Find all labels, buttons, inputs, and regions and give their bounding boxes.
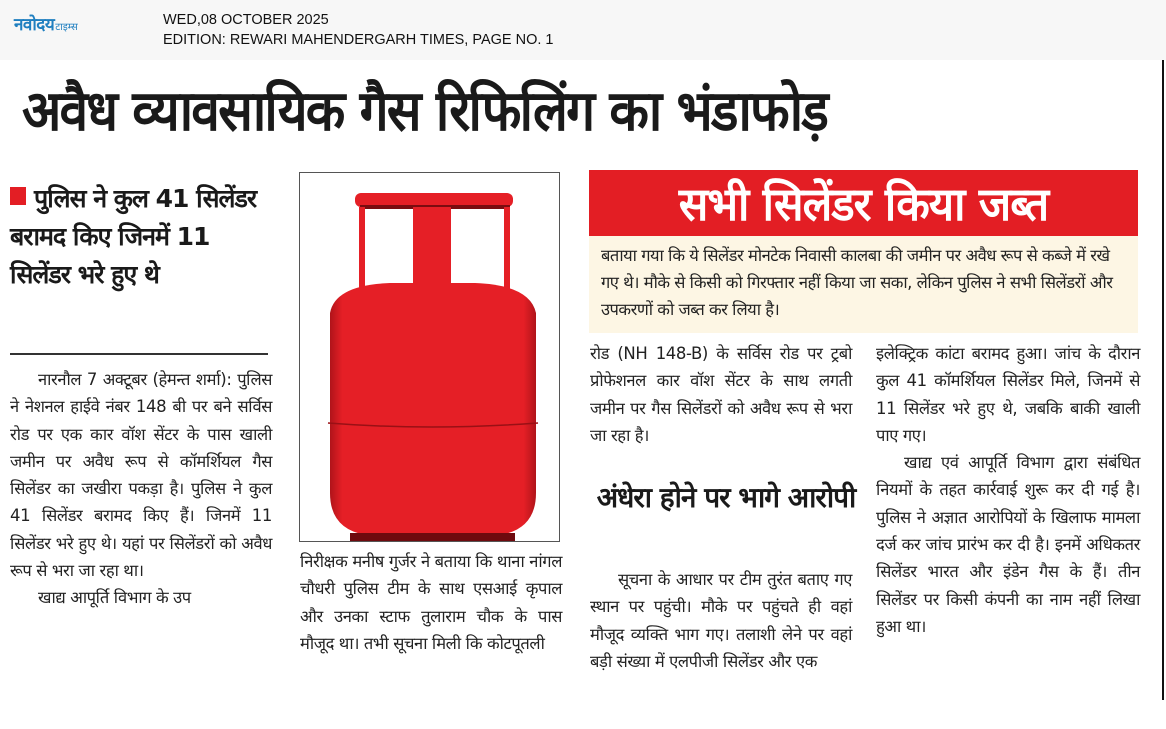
paragraph: खाद्य आपूर्ति विभाग के उप [38, 588, 191, 608]
logo-sub-text: टाइम्स [55, 22, 78, 33]
edition-info: EDITION: REWARI MAHENDERGARH TIMES, PAGE NO. 1 [163, 32, 554, 48]
article-column-4 [876, 340, 1140, 640]
paragraph: सूचना के आधार पर टीम तुरंत बताए गए स्थान पर पहुंची। मौके पर पहुंचते ही वहां मौजूद व्यक्ति भाग गए। तलाशी लेने पर वहां बड़ी संख्या में एलपीजी सिलेंडर और एक [590, 570, 852, 671]
cylinder-photo [299, 172, 560, 542]
highlight-box [589, 236, 1138, 333]
article-column-1 [10, 366, 272, 612]
crosshead: अंधेरा होने पर भागे आरोपी [596, 481, 856, 514]
publication-date: WED,08 OCTOBER 2025 [163, 12, 329, 28]
highlight-text: बताया गया कि ये सिलेंडर मोनटेक निवासी कालबा की जमीन पर अवैध रूप से कब्जे में रखे गए थे। मौके से किसी को गिरफ्तार नहीं किया जा सका, लेकिन पुलिस ने सभी सिलेंडरों और उपकरणों को जब्त कर लिया है। [601, 246, 1113, 319]
sub-headline-text: पुलिस ने कुल 41 सिलेंडर बरामद किए जिनमें 11 सिलेंडर भरे हुए थे [10, 184, 257, 289]
paragraph: इलेक्ट्रिक कांटा बरामद हुआ। जांच के दौरान कुल 41 कॉमर्शियल सिलेंडर मिले, जिनमें से 11 सिलेंडर भरे हुए थे, जबकि बाकी खाली पाए गए। [876, 344, 1140, 445]
article-column-3-top [590, 340, 852, 449]
red-square-bullet-icon [10, 187, 26, 205]
article-column-2 [300, 548, 562, 657]
paragraph: निरीक्षक मनीष गुर्जर ने बताया कि थाना नांगल चौधरी पुलिस टीम के साथ एसआई कृपाल और उनका स्टाफ तुलाराम चौक के पास मौजूद था। तभी सूचना मिली कि कोटपूतली [300, 552, 562, 653]
masthead-bar [0, 0, 1166, 60]
edition-meta [163, 10, 553, 50]
highlight-banner [589, 170, 1138, 236]
article-column-3-bottom [590, 566, 852, 675]
subhead-divider [10, 353, 268, 355]
banner-title: सभी सिलेंडर किया जब्त [678, 177, 1049, 231]
paragraph: नारनौल 7 अक्टूबर (हेमन्त शर्मा): पुलिस ने नेशनल हाईवे नंबर 148 बी पर बने सर्विस रोड पर एक कार वॉश सेंटर के पास खाली जमीन पर अवैध रूप से कॉमर्शियल गैस सिलेंडर का जखीरा पकड़ा है। पुलिस ने कुल 41 सिलेंडर बरामद किए हैं। जिनमें 11 सिलेंडर भरे हुए थे। यहां पर सिलेंडरों को अवैध रूप से भरा जा रहा था। [10, 370, 272, 581]
gas-cylinder-icon [300, 173, 560, 542]
main-headline: अवैध व्यावसायिक गैस रिफिलिंग का भंडाफोड़ [22, 79, 827, 144]
sub-headline [10, 180, 272, 294]
newspaper-logo [14, 12, 78, 35]
paragraph: रोड (NH 148-B) के सर्विस रोड पर ट्रबो प्रोफेशनल कार वॉश सेंटर के साथ लगती जमीन पर गैस सिलेंडरों को अवैध रूप से भरा जा रहा है। [590, 344, 852, 445]
page-border-rule [1162, 60, 1164, 700]
logo-main-text: नवोदय [14, 15, 55, 35]
paragraph: खाद्य एवं आपूर्ति विभाग द्वारा संबंधित नियमों के तहत कार्रवाई शुरू कर दी गई है। पुलिस ने अज्ञात आरोपियों के खिलाफ मामला दर्ज कर जांच प्रारंभ कर दी है। इनमें अधिकतर सिलेंडर भारत और इंडेन गैस के हैं। तीन सिलेंडर पर किसी कंपनी का नाम नहीं लिखा हुआ था। [876, 453, 1140, 636]
